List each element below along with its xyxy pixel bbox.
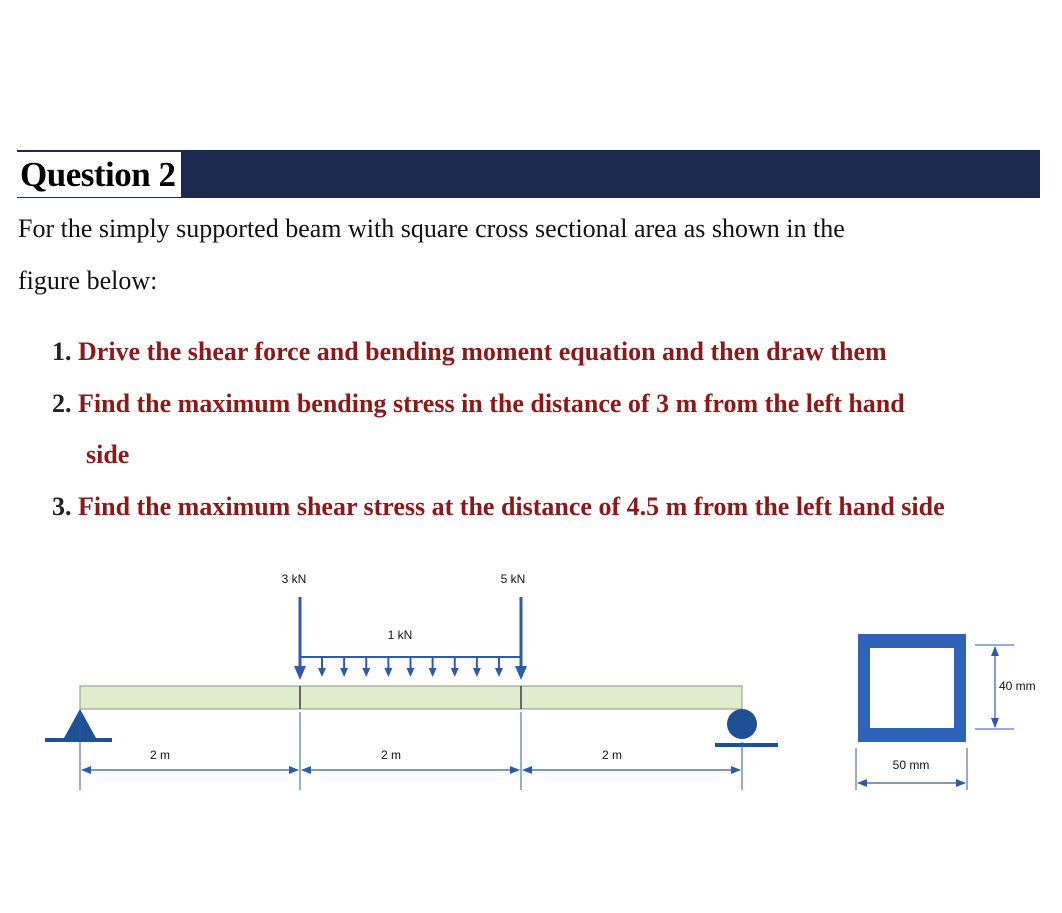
distributed-load-label: 1 kN — [387, 628, 413, 642]
udl-arrow-head — [407, 668, 415, 677]
width-label: 50 mm — [892, 758, 930, 772]
task-1 — [52, 337, 1042, 367]
udl-arrow-head — [384, 668, 392, 677]
task-3 — [52, 492, 1042, 522]
span-3-label: 2 m — [601, 748, 623, 762]
task-2 — [52, 389, 1042, 419]
span-1-label: 2 m — [149, 748, 171, 762]
task-3-text: Find the maximum shear stress at the distance of 4.5 m from the left hand side — [78, 492, 945, 521]
udl-arrow-head — [340, 668, 348, 677]
task-1-text: Drive the shear force and bending moment equation and then draw them — [78, 337, 887, 366]
udl-arrow-head — [495, 668, 503, 677]
beam-figure — [0, 540, 1062, 840]
cross-section-hollow — [870, 648, 954, 728]
beam — [80, 686, 742, 709]
udl-arrow-head — [473, 668, 481, 677]
distributed-load-arrows — [318, 657, 503, 677]
intro-line-2: figure below: — [18, 266, 158, 295]
task-2-continuation: side — [86, 440, 130, 469]
udl-arrow-head — [451, 668, 459, 677]
udl-arrow-head — [429, 668, 437, 677]
span-2-label: 2 m — [380, 748, 402, 762]
point-load-1-label: 3 kN — [281, 572, 307, 586]
question-title: Question 2 — [17, 152, 181, 197]
intro-line-1: For the simply supported beam with square cross sectional area as shown in the — [18, 214, 845, 243]
height-label: 40 mm — [999, 679, 1036, 693]
task-2-number: 2. — [52, 389, 72, 418]
udl-arrow-head — [318, 668, 326, 677]
point-load-2-arrow — [515, 666, 527, 680]
point-load-2-label: 5 kN — [500, 572, 526, 586]
task-1-number: 1. — [52, 337, 72, 366]
point-load-1-arrow — [294, 666, 306, 680]
roller-support — [727, 709, 757, 739]
task-2-text: Find the maximum bending stress in the distance of 3 m from the left hand — [78, 389, 905, 418]
udl-arrow-head — [362, 668, 370, 677]
task-3-number: 3. — [52, 492, 72, 521]
